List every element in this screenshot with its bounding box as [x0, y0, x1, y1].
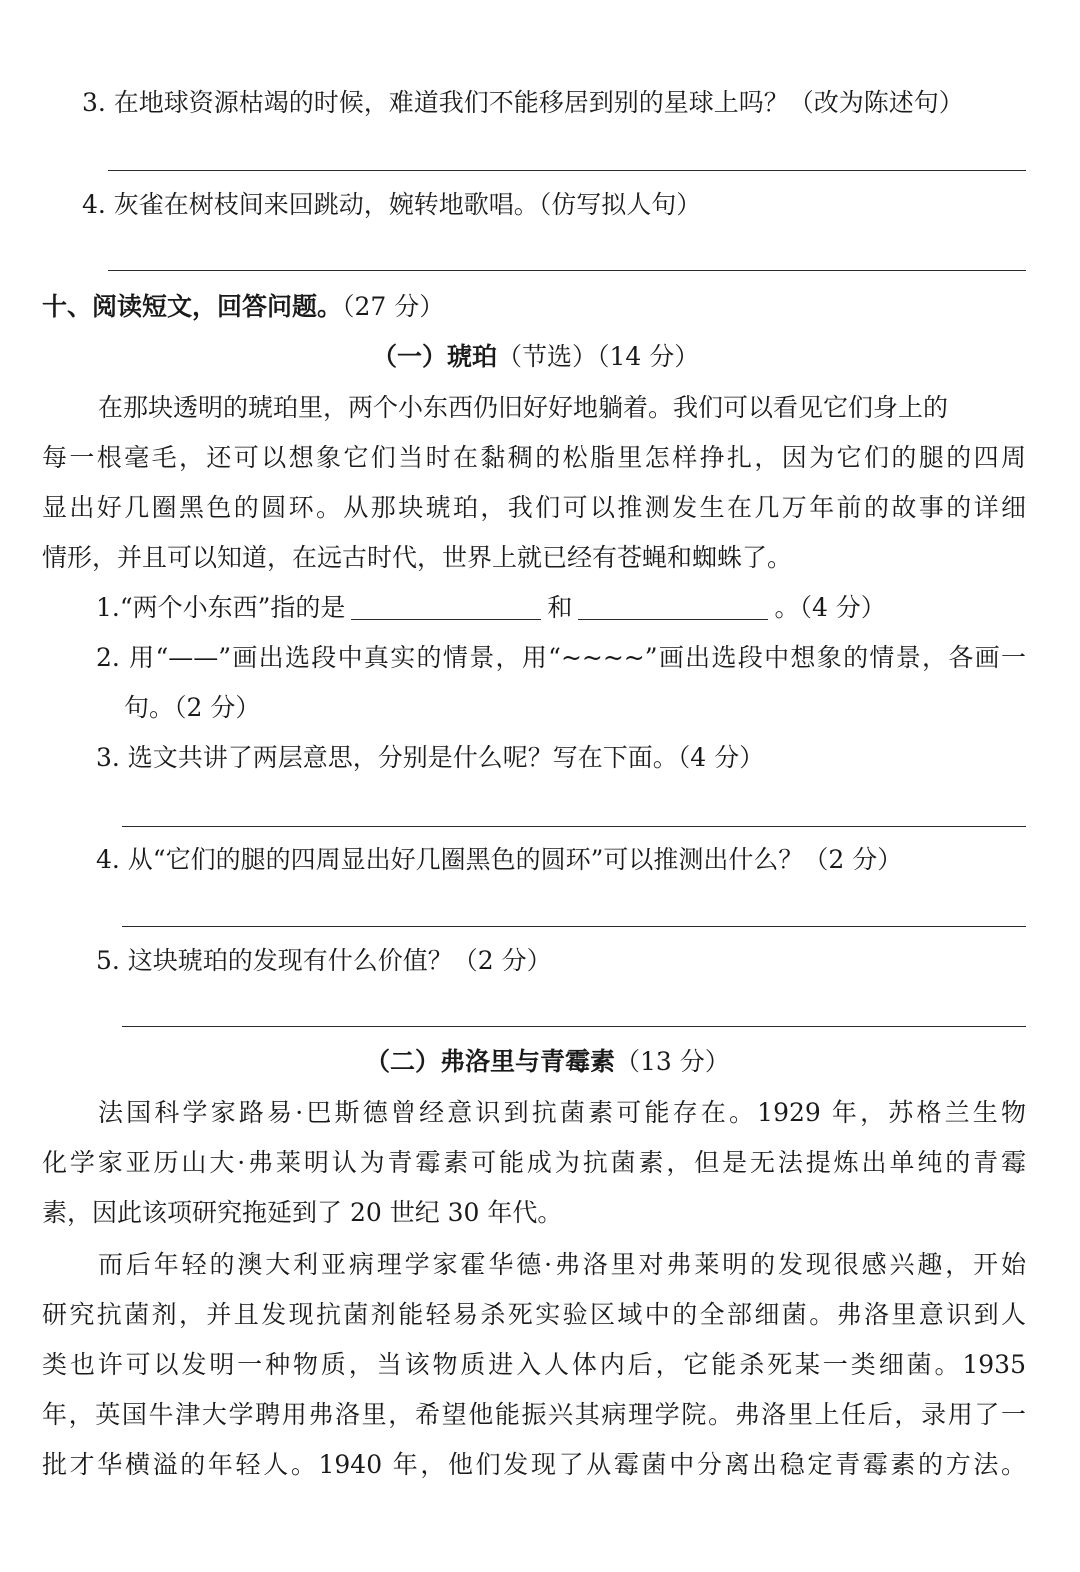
- answer-line[interactable]: [122, 926, 1026, 927]
- section-heading: [42, 290, 444, 324]
- passage-1-question-3: 3. 选文共讲了两层意思，分别是什么呢？写在下面。（4 分）: [96, 743, 765, 772]
- question-3-rewrite: 3. 在地球资源枯竭的时候，难道我们不能移居到别的星球上吗？（改为陈述句）: [82, 88, 964, 117]
- passage-2-line: 而后年轻的澳大利亚病理学家霍华德·弗洛里对弗莱明的发现很感兴趣，开始: [98, 1250, 1026, 1279]
- passage-1-question-2-cont: 句。（2 分）: [124, 693, 261, 722]
- passage-2-line: 类也许可以发明一种物质，当该物质进入人体内后，它能杀死某一类细菌。1935: [42, 1350, 1026, 1379]
- passage-1-line: 显出好几圈黑色的圆环。从那块琥珀，我们可以推测发生在几万年前的故事的详细: [42, 493, 1026, 522]
- passage-2-line: 研究抗菌剂，并且发现抗菌剂能轻易杀死实验区域中的全部细菌。弗洛里意识到人: [42, 1300, 1026, 1329]
- passage-1-line: 每一根毫毛，还可以想象它们当时在黏稠的松脂里怎样挣扎，因为它们的腿的四周: [42, 443, 1026, 472]
- answer-line[interactable]: [108, 270, 1026, 271]
- passage-1-line: 情形，并且可以知道，在远古时代，世界上就已经有苍蝇和蜘蛛了。: [42, 543, 793, 572]
- passage-2-title-score: （13 分）: [615, 1047, 730, 1076]
- passage-1-question-1: [96, 591, 886, 625]
- passage-2-line: 年，英国牛津大学聘用弗洛里，希望他能振兴其病理学院。弗洛里上任后，录用了一: [42, 1400, 1026, 1429]
- passage-2-line: 批才华横溢的年轻人。1940 年，他们发现了从霉菌中分离出稳定青霉素的方法。: [42, 1450, 1026, 1479]
- passage-1-question-5: 5. 这块琥珀的发现有什么价值？（2 分）: [96, 946, 552, 975]
- answer-line[interactable]: [122, 1026, 1026, 1027]
- question-4-personification: 4. 灰雀在树枝间来回跳动，婉转地歌唱。（仿写拟人句）: [82, 190, 702, 219]
- passage-1-title: [372, 340, 699, 374]
- section-score: （27 分）: [342, 292, 445, 321]
- answer-line[interactable]: [108, 170, 1026, 171]
- passage-1-title-note: （节选）（14 分）: [497, 342, 700, 371]
- passage-2-line: 素，因此该项研究拖延到了 20 世纪 30 年代。: [42, 1198, 563, 1227]
- passage-1-title-text: （一）琥珀: [372, 342, 498, 371]
- question-1-conj: 和: [547, 593, 573, 622]
- passage-1-line: 在那块透明的琥珀里，两个小东西仍旧好好地躺着。我们可以看见它们身上的: [98, 393, 949, 422]
- passage-2-title-text: （二）弗洛里与青霉素: [365, 1047, 616, 1076]
- answer-line[interactable]: [122, 826, 1026, 827]
- fill-blank-2[interactable]: [578, 593, 768, 620]
- passage-1-question-2: 2. 用“——”画出选段中真实的情景，用“~~~~”画出选段中想象的情景，各画一: [96, 643, 1026, 672]
- question-1-text: 1.“两个小东西”指的是: [96, 593, 346, 622]
- question-1-score: 。（4 分）: [774, 593, 886, 622]
- passage-2-line: 化学家亚历山大·弗莱明认为青霉素可能成为抗菌素，但是无法提炼出单纯的青霉: [42, 1148, 1026, 1177]
- passage-1-question-4: 4. 从“它们的腿的四周显出好几圈黑色的圆环”可以推测出什么？（2 分）: [96, 845, 903, 874]
- passage-2-line: 法国科学家路易·巴斯德曾经意识到抗菌素可能存在。1929 年，苏格兰生物: [98, 1098, 1026, 1127]
- section-heading-text: 十、阅读短文，回答问题。: [42, 292, 343, 321]
- fill-blank-1[interactable]: [351, 593, 541, 620]
- passage-2-title: [365, 1045, 730, 1079]
